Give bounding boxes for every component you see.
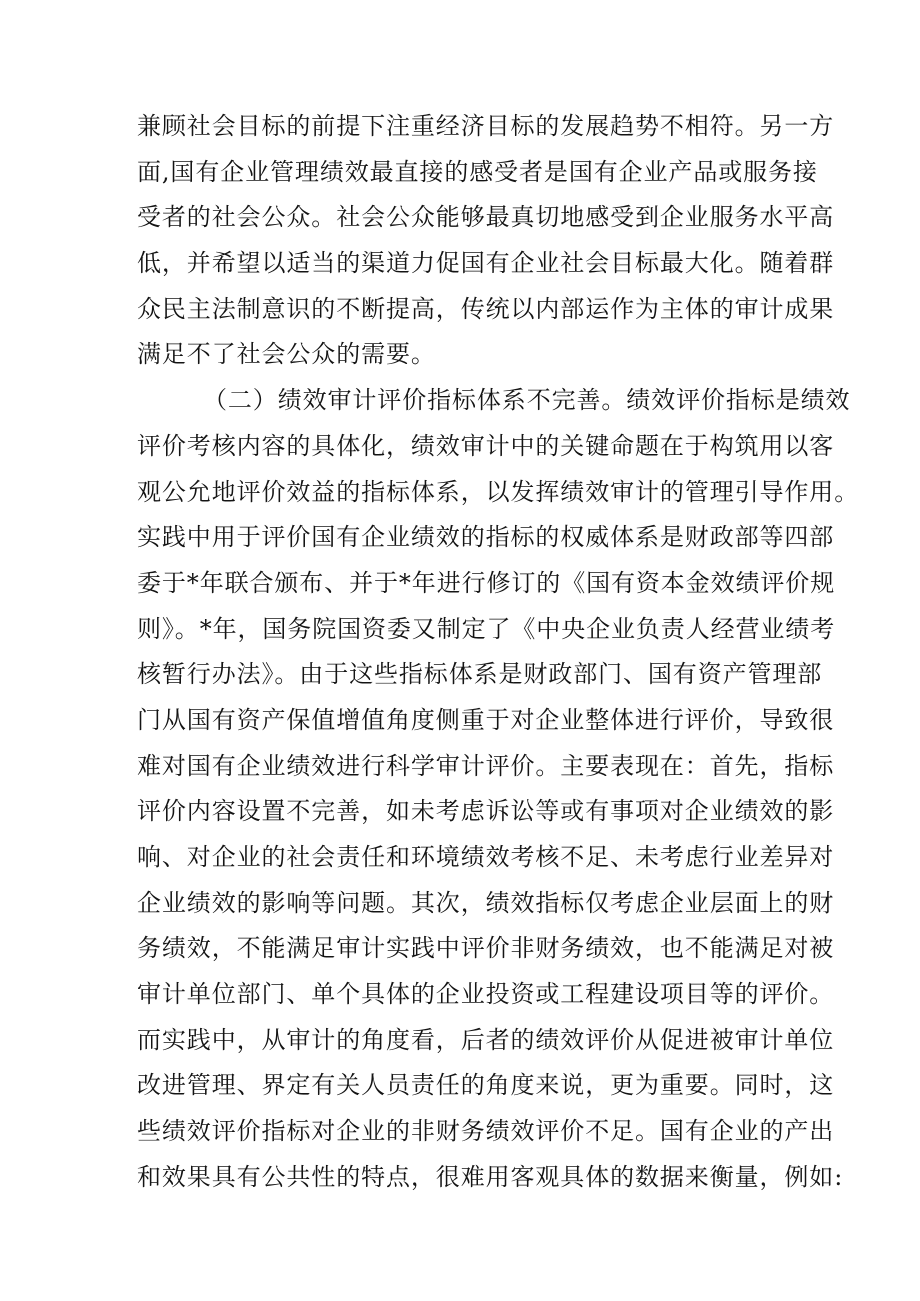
text-line: 改进管理、界定有关人员责任的角度来说，更为重要。同时，这 [137, 1071, 835, 1100]
paragraph [137, 378, 860, 1200]
text-line: 门从国有资产保值增值角度侧重于对企业整体进行评价，导致很 [137, 705, 835, 734]
paragraph [137, 104, 835, 378]
text-line: 实践中用于评价国有企业绩效的指标的权威体系是财政部等四部 [137, 523, 835, 552]
text-line: 难对国有企业绩效进行科学审计评价。主要表现在：首先，指标 [137, 751, 835, 780]
text-line: 受者的社会公众。社会公众能够最真切地感受到企业服务水平高 [137, 203, 835, 232]
text-line: 低，并希望以适当的渠道力促国有企业社会目标最大化。随着群 [137, 249, 835, 278]
text-line: 则》。*年，国务院国资委又制定了《中央企业负责人经营业绩考 [137, 614, 836, 643]
text-line: 企业绩效的影响等问题。其次，绩效指标仅考虑企业层面上的财 [137, 888, 835, 917]
text-line: 面,国有企业管理绩效最直接的感受者是国有企业产品或服务接 [137, 157, 818, 186]
text-line: 评价内容设置不完善，如未考虑诉讼等或有事项对企业绩效的影 [137, 797, 835, 826]
text-line: 委于*年联合颁布、并于*年进行修订的《国有资本金效绩评价规 [137, 568, 836, 597]
text-line: 响、对企业的社会责任和环境绩效考核不足、未考虑行业差异对 [137, 843, 835, 871]
text-line: 众民主法制意识的不断提高，传统以内部运作为主体的审计成果 [137, 294, 835, 323]
text-line: 核暂行办法》。由于这些指标体系是财政部门、国有资产管理部 [137, 660, 823, 689]
text-line: （二）绩效审计评价指标体系不完善。绩效评价指标是绩效 [203, 386, 851, 415]
text-line: 审计单位部门、单个具体的企业投资或工程建设项目等的评价。 [137, 980, 835, 1009]
text-line: 满足不了社会公众的需要。 [137, 340, 436, 369]
text-line: 务绩效，不能满足审计实践中评价非财务绩效，也不能满足对被 [137, 934, 835, 963]
body-text [137, 104, 860, 1201]
text-line: 些绩效评价指标对企业的非财务绩效评价不足。国有企业的产出 [137, 1117, 835, 1146]
text-line: 而实践中，从审计的角度看，后者的绩效评价从促进被审计单位 [137, 1025, 835, 1054]
text-line: 兼顾社会目标的前提下注重经济目标的发展趋势不相符。另一方 [137, 112, 835, 140]
text-line: 和效果具有公共性的特点，很难用客观具体的数据来衡量，例如: [137, 1162, 844, 1191]
text-line: 观公允地评价效益的指标体系，以发挥绩效审计的管理引导作用。 [137, 477, 860, 506]
text-line: 评价考核内容的具体化，绩效审计中的关键命题在于构筑用以客 [137, 431, 835, 460]
